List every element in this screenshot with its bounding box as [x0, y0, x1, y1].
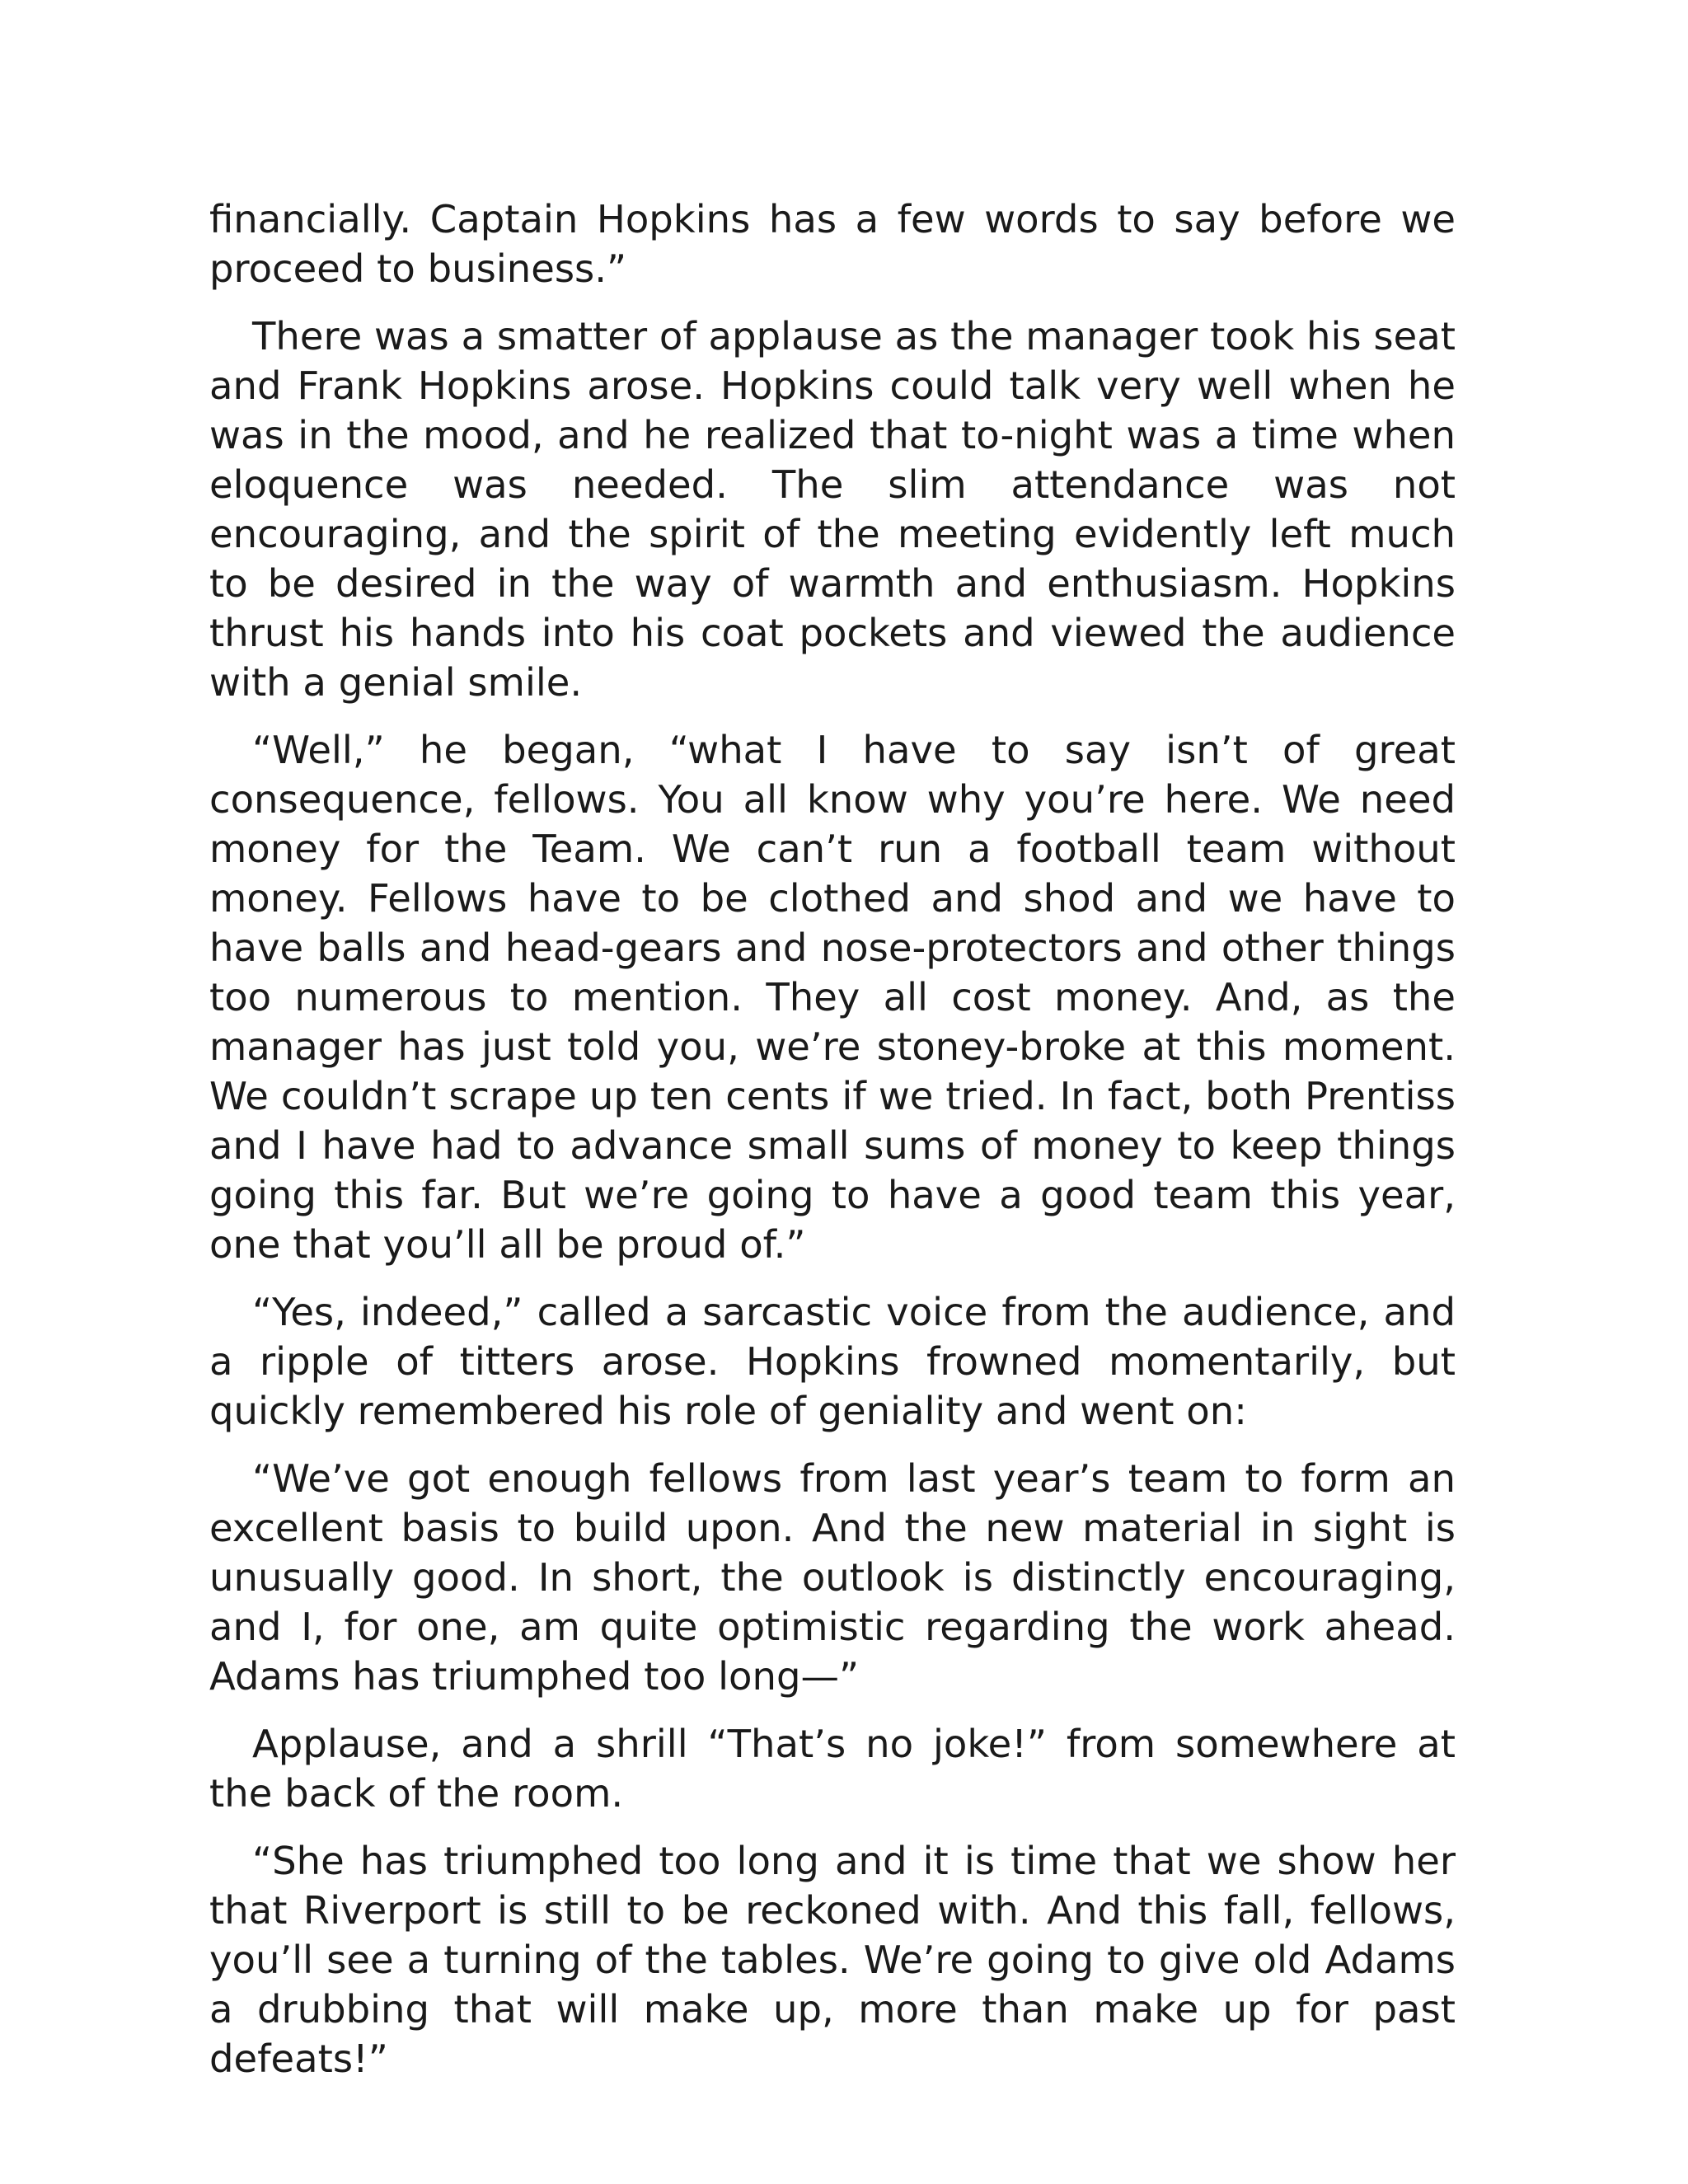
book-page: [209, 194, 1456, 2102]
paragraph: “She has triumphed too long and it is time that we show her that Riverport is still to be reckoned with. And this fall, fellows, you’ll see a turning of the tables. We’re going to give old Adams a drubbing that will make up, more than make up for past defeats!”: [209, 1839, 1456, 2081]
paragraph-continuation: financially. Captain Hopkins has a few words to say before we proceed to business.”: [209, 197, 1456, 291]
paragraph: “Well,” he began, “what I have to say isn’t of great consequence, fellows. You all know why you’re here. We need money for the Team. We can’t run a football team without money. Fellows have to be clothed and shod and we have to have balls and head-gears and nose-protectors and other things too numerous to mention. They all cost money. And, as the manager has just told you, we’re stoney-broke at this moment. We couldn’t scrape up ten cents if we tried. In fact, both Prentiss and I have had to advance small sums of money to keep things going this far. But we’re going to have a good team this year, one that you’ll all be proud of.”: [209, 728, 1456, 1267]
paragraph: There was a smatter of applause as the manager took his seat and Frank Hopkins arose. Hopkins could talk very well when he was in the mood, and he realized that to-night was a time when eloquence was needed. The slim attendance was not encouraging, and the spirit of the meeting evidently left much to be desired in the way of warmth and enthusiasm. Hopkins thrust his hands into his coat pockets and viewed the audience with a genial smile.: [209, 314, 1456, 705]
paragraph: “We’ve got enough fellows from last year’s team to form an excellent basis to build upon. And the new material in sight is unusually good. In short, the outlook is distinctly encouraging, and I, for one, am quite optimistic regarding the work ahead. Adams has triumphed too long—”: [209, 1456, 1456, 1699]
paragraph: “Yes, indeed,” called a sarcastic voice from the audience, and a ripple of titters arose. Hopkins frowned momentarily, but quickly remembered his role of geniality and went on:: [209, 1290, 1456, 1433]
paragraph: Applause, and a shrill “That’s no joke!” from somewhere at the back of the room.: [209, 1722, 1456, 1816]
